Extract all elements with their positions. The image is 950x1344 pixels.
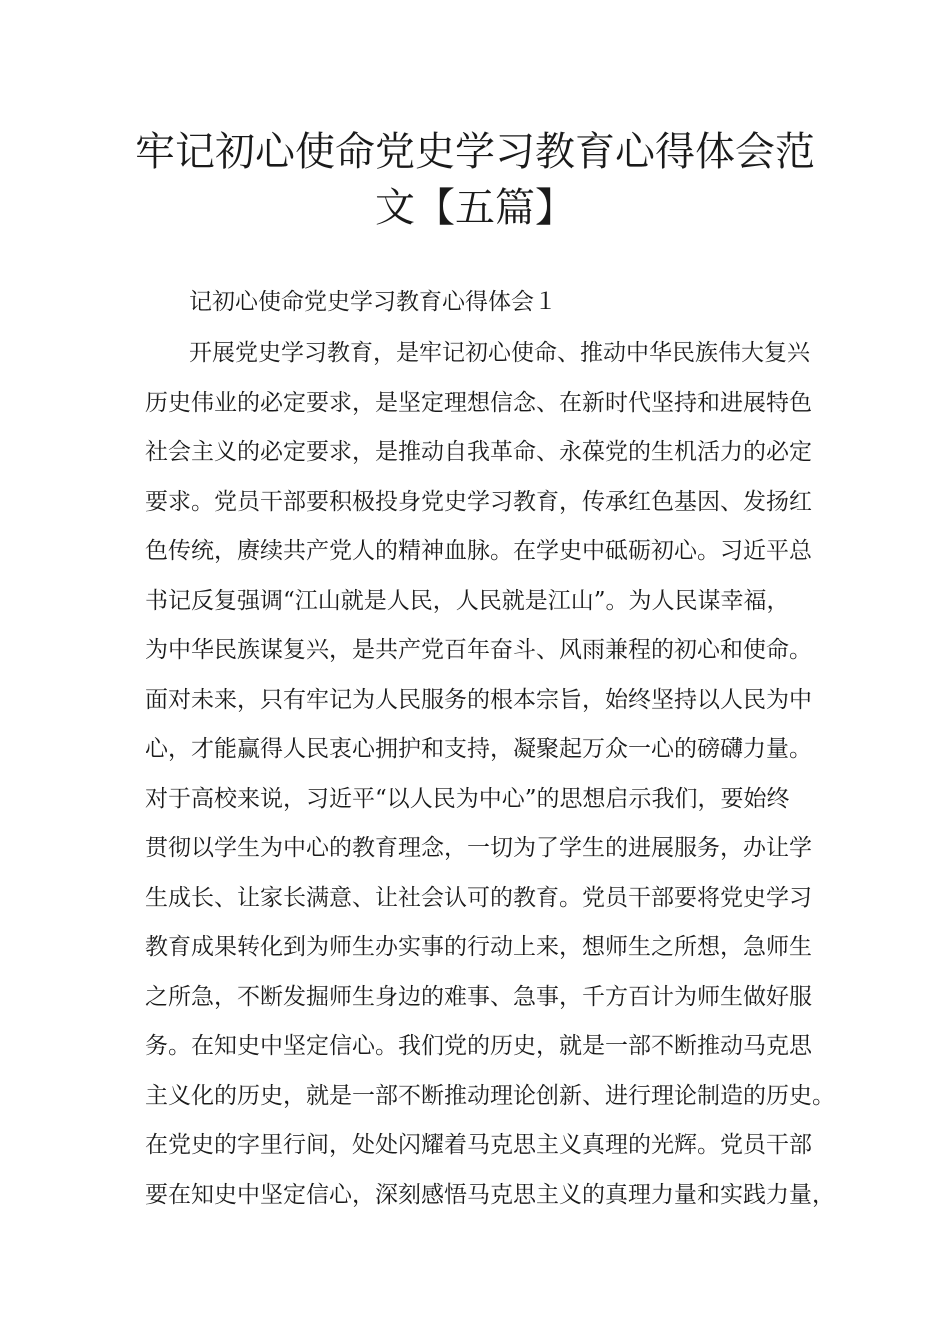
- paragraph-line: 社会主义的必定要求，是推动自我革命、永葆党的生机活力的必定: [145, 439, 812, 465]
- paragraph-line: 教育成果转化到为师生办实事的行动上来，想师生之所想，急师生: [145, 934, 812, 960]
- paragraph-line: 历史伟业的必定要求，是坚定理想信念、在新时代坚持和进展特色: [145, 390, 812, 416]
- section-subheading: 记初心使命党史学习教育心得体会１: [189, 289, 557, 315]
- paragraph-line: 为中华民族谋复兴，是共产党百年奋斗、风雨兼程的初心和使命。: [145, 637, 812, 663]
- paragraph-line: 色传统，赓续共产党人的精神血脉。在学史中砥砺初心。习近平总: [145, 538, 812, 564]
- paragraph-line: 要求。党员干部要积极投身党史学习教育，传承红色基因、发扬红: [145, 489, 812, 515]
- paragraph-line: 面对未来，只有牢记为人民服务的根本宗旨，始终坚持以人民为中: [145, 687, 812, 713]
- document-title-line-2: 文【五篇】: [375, 185, 575, 231]
- paragraph-line: 之所急，不断发掘师生身边的难事、急事，千方百计为师生做好服: [145, 984, 812, 1010]
- paragraph-line: 务。在知史中坚定信心。我们党的历史，就是一部不断推动马克思: [145, 1033, 812, 1059]
- paragraph-line: 生成长、让家长满意、让社会认可的教育。党员干部要将党史学习: [145, 885, 812, 911]
- paragraph-line: 在党史的字里行间，处处闪耀着马克思主义真理的光辉。党员干部: [145, 1132, 812, 1158]
- paragraph-line: 心，才能赢得人民衷心拥护和支持，凝聚起万众一心的磅礴力量。: [145, 736, 812, 762]
- document-title-line-1: 牢记初心使命党史学习教育心得体会范: [135, 129, 815, 175]
- paragraph-line: 对于高校来说，习近平“以人民为中心”的思想启示我们，要始终: [145, 786, 790, 812]
- paragraph-line: 贯彻以学生为中心的教育理念，一切为了学生的进展服务，办让学: [145, 835, 812, 861]
- paragraph-line: 开展党史学习教育，是牢记初心使命、推动中华民族伟大复兴: [189, 340, 810, 366]
- paragraph-line: 主义化的历史，就是一部不断推动理论创新、进行理论制造的历史。: [145, 1083, 835, 1109]
- paragraph-line: 书记反复强调“江山就是人民，人民就是江山”。为人民谋幸福，: [145, 588, 790, 614]
- paragraph-line: 要在知史中坚定信心，深刻感悟马克思主义的真理力量和实践力量，: [145, 1182, 835, 1208]
